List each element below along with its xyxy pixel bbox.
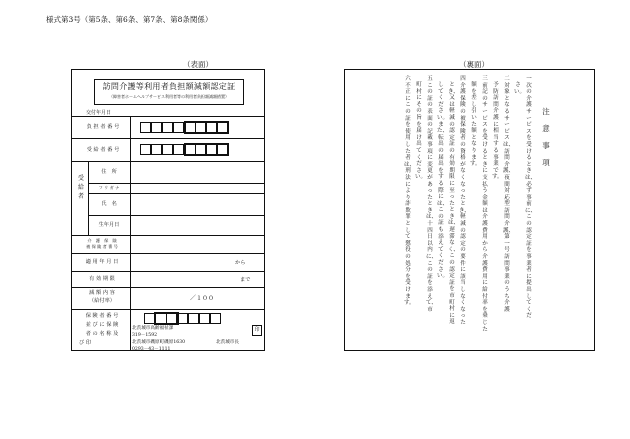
valid-until-label: 有 効 期 限 (89, 276, 115, 282)
certificate-subtitle: （障害者ホームヘルプサービス利用者等の利用者負担額減額措置） (109, 94, 229, 99)
issue-date-label: 交付年月日 (86, 110, 112, 116)
note-5-column: 五 この証の表面の記載事項に変更があったときは、十四日以内に、この証を添えて、市 (426, 76, 439, 313)
note-1-column: 一 次の介護サービスを受けるときは、必ず事前に、この認定証を事業者に提出してくだ (525, 76, 538, 320)
form-number-header: 様式第3号（第5条、第6条、第7条、第8条関係） (46, 15, 213, 24)
issuer-mayor: 北茨城市長 (216, 340, 239, 345)
insurer-label-2: 並 び に 保 険 (85, 322, 119, 328)
note-4-column: 四 介護保険の被保険者の資格がなくなったとき、軽減の認定の要件に該当しなくなった (459, 76, 472, 326)
name-label: 氏 名 (101, 201, 117, 207)
address-label: 住 所 (101, 169, 117, 175)
mayor-seal: 印 (252, 325, 262, 336)
reduction-label-2: （給付率） (89, 298, 115, 304)
from-text: から (235, 260, 246, 266)
insurer-label-4: び 印 (78, 340, 92, 346)
issuer-postal-code: 319－1592 (132, 333, 158, 338)
note-6-column: 六 不正にこの証を使用した者は、刑法により詐欺罪として懲役の処分を受けます。 (404, 76, 417, 307)
burden-payer-no-label: 負 担 者 番 号 (86, 124, 120, 130)
note-4-column: とき、又は軽減の認定証の有効期限に至ったときは、遅滞なく、この認定証を市町村に返 (448, 82, 460, 326)
birth-date-label: 生年月日 (98, 222, 120, 228)
insurer-label-1: 保 険 者 番 号 (85, 313, 119, 319)
certificate-title: 訪問介護等利用者負担額減額認定証 (102, 82, 236, 91)
certificate-title-box (94, 79, 244, 105)
front-side-card (71, 69, 265, 351)
note-3-column: 三 前記のサービスを受けるときに支払う金額は介護費用から介護費用に給付率を乗じた (482, 76, 494, 333)
note-2-column: 二 対象となるサービスは、訪問介護、夜間対応型訪問介護、第一号訪問事業のうち介護 (503, 76, 516, 313)
recipient-label: 受 給 者 (77, 175, 84, 200)
issuer-address: 北茨城市磯原町磯原1630 (132, 340, 186, 345)
notes-heading: 注意事項 (542, 107, 550, 167)
insurer-label-3: 者 の 名 称 及 (85, 331, 119, 337)
furigana-label: フ リ ガ ナ (98, 185, 120, 190)
benefit-rate: ／１００ (190, 295, 215, 302)
issuer-department: 北茨城市高齢福祉課 (132, 326, 174, 331)
reduction-label-1: 減 額 内 容 (89, 290, 115, 296)
front-side-caption: （表面） (183, 60, 213, 69)
until-text: まで (240, 277, 251, 283)
recipient-no-label: 受 給 者 番 号 (86, 147, 120, 153)
back-side-card (344, 69, 595, 351)
certificate-grid (72, 116, 264, 351)
note-2-column: 予防訪問介護に相当する事業です。 (492, 82, 503, 181)
note-3-column: 額を差し引いた額となります。 (470, 82, 481, 168)
note-4-column: してください。また、転出の届出をする際には、この証も添えてください。 (437, 82, 449, 280)
back-side-caption: （裏面） (459, 60, 489, 69)
care-insurance-label-1: 介 護 保 険 (87, 238, 117, 243)
start-date-label: 適 用 年 月 日 (85, 259, 119, 265)
care-insurance-label-2: 被 保 険 者 番 号 (86, 244, 118, 249)
note-5-column: 町村にその旨を届け出てください。 (415, 82, 427, 181)
note-1-column: さい。 (514, 82, 526, 95)
issuer-phone: 0293－43－1111 (132, 347, 171, 352)
